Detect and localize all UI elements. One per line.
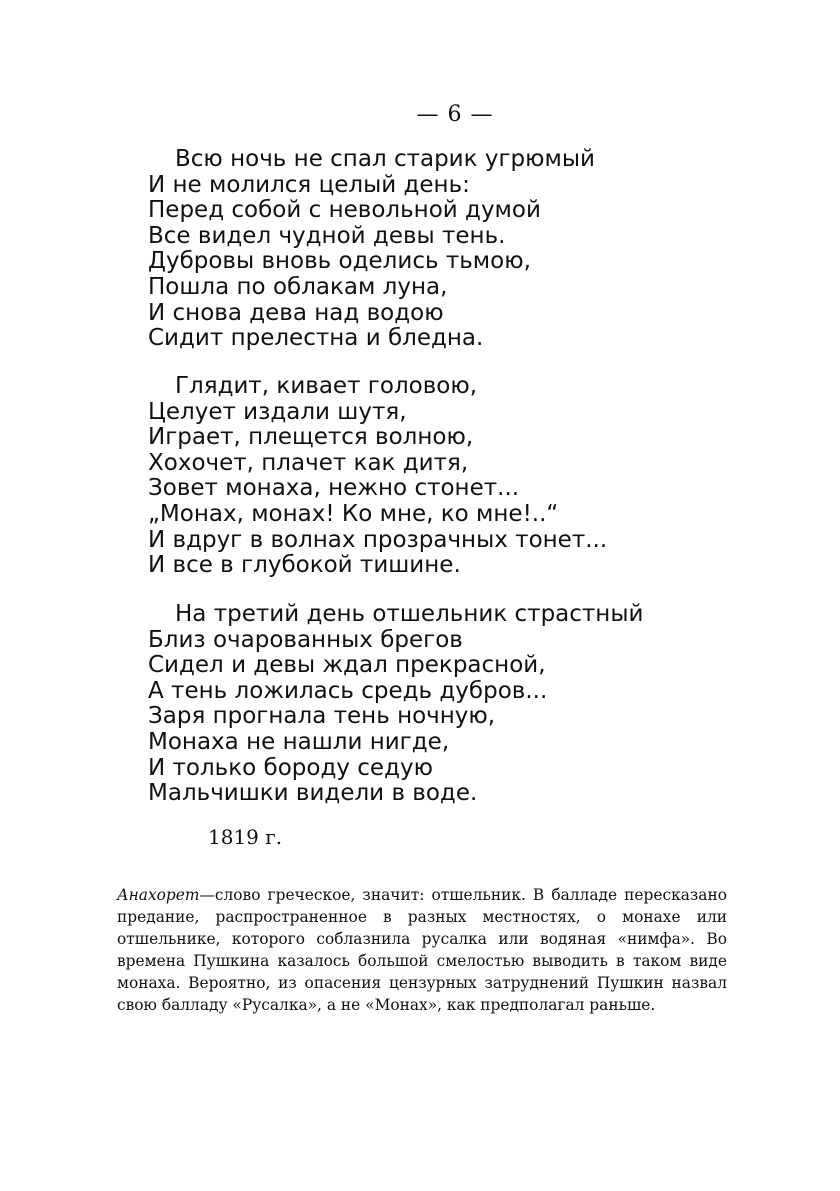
poem-line: Глядит, кивает головою, [175, 373, 478, 399]
footnote-text: —слово греческое, значит: отшельник. В балладе пересказано предание, распространенное в разных местностях, о монахе или отшельнике, которого соблазнила русалка или водяная «нимфа». Во времена Пушкина казалось большой смелостью выводить в таком виде монаха. Вероятно, из опасения цензурных затруднений Пушкин назвал свою балладу «Русалка», а не «Монах», как предполагал раньше. [117, 886, 727, 1014]
poem-line: Монаха не нашли нигде, [148, 728, 450, 755]
stanza-1 [148, 147, 595, 352]
stanza-3 [148, 602, 643, 807]
poem-line: „Монах, монах! Ко мне, ко мне!..“ [148, 500, 559, 527]
poem-line: На третий день отшельник страстный [175, 601, 644, 627]
poem-line: И только бороду седую [148, 754, 433, 781]
poem-line: Сидел и девы ждал прекрасной, [148, 652, 546, 679]
poem-line: Все видел чудной девы тень. [148, 222, 506, 249]
poem-line: Целует издали шутя, [148, 398, 407, 425]
poem-line: Близ очарованных брегов [148, 626, 463, 653]
poem-line: Мальчишки видели в воде. [148, 780, 478, 807]
poem-line: Пошла по облакам луна, [148, 273, 448, 300]
footnote [117, 884, 727, 1016]
poem-line: Перед собой с невольной думой [148, 197, 541, 224]
poem-line: Заря прогнала тень ночную, [148, 703, 496, 730]
stanza-2 [148, 374, 607, 579]
poem-line: Всю ночь не спал старик угрюмый [175, 146, 595, 172]
poem-line: Хохочет, плачет как дитя, [148, 449, 469, 476]
poem-line: Играет, плещется волною, [148, 424, 474, 451]
poem-line: А тень ложилась средь дубров... [148, 677, 548, 704]
poem-line: И снова дева над водою [148, 299, 444, 326]
poem-line: Зовет монаха, нежно стонет... [148, 475, 520, 502]
footnote-term: Анахорет [117, 886, 200, 904]
poem-date: 1819 г. [208, 825, 283, 849]
poem-line: Дубровы вновь оделись тьмою, [148, 248, 531, 275]
poem-line: И вдруг в волнах прозрачных тонет... [148, 526, 608, 553]
poem-line: И все в глубокой тишине. [148, 552, 461, 579]
poem-line: И не молился целый день: [148, 171, 470, 198]
poem-line: Сидит прелестна и бледна. [148, 325, 484, 352]
page-number: — 6 — [416, 102, 494, 127]
